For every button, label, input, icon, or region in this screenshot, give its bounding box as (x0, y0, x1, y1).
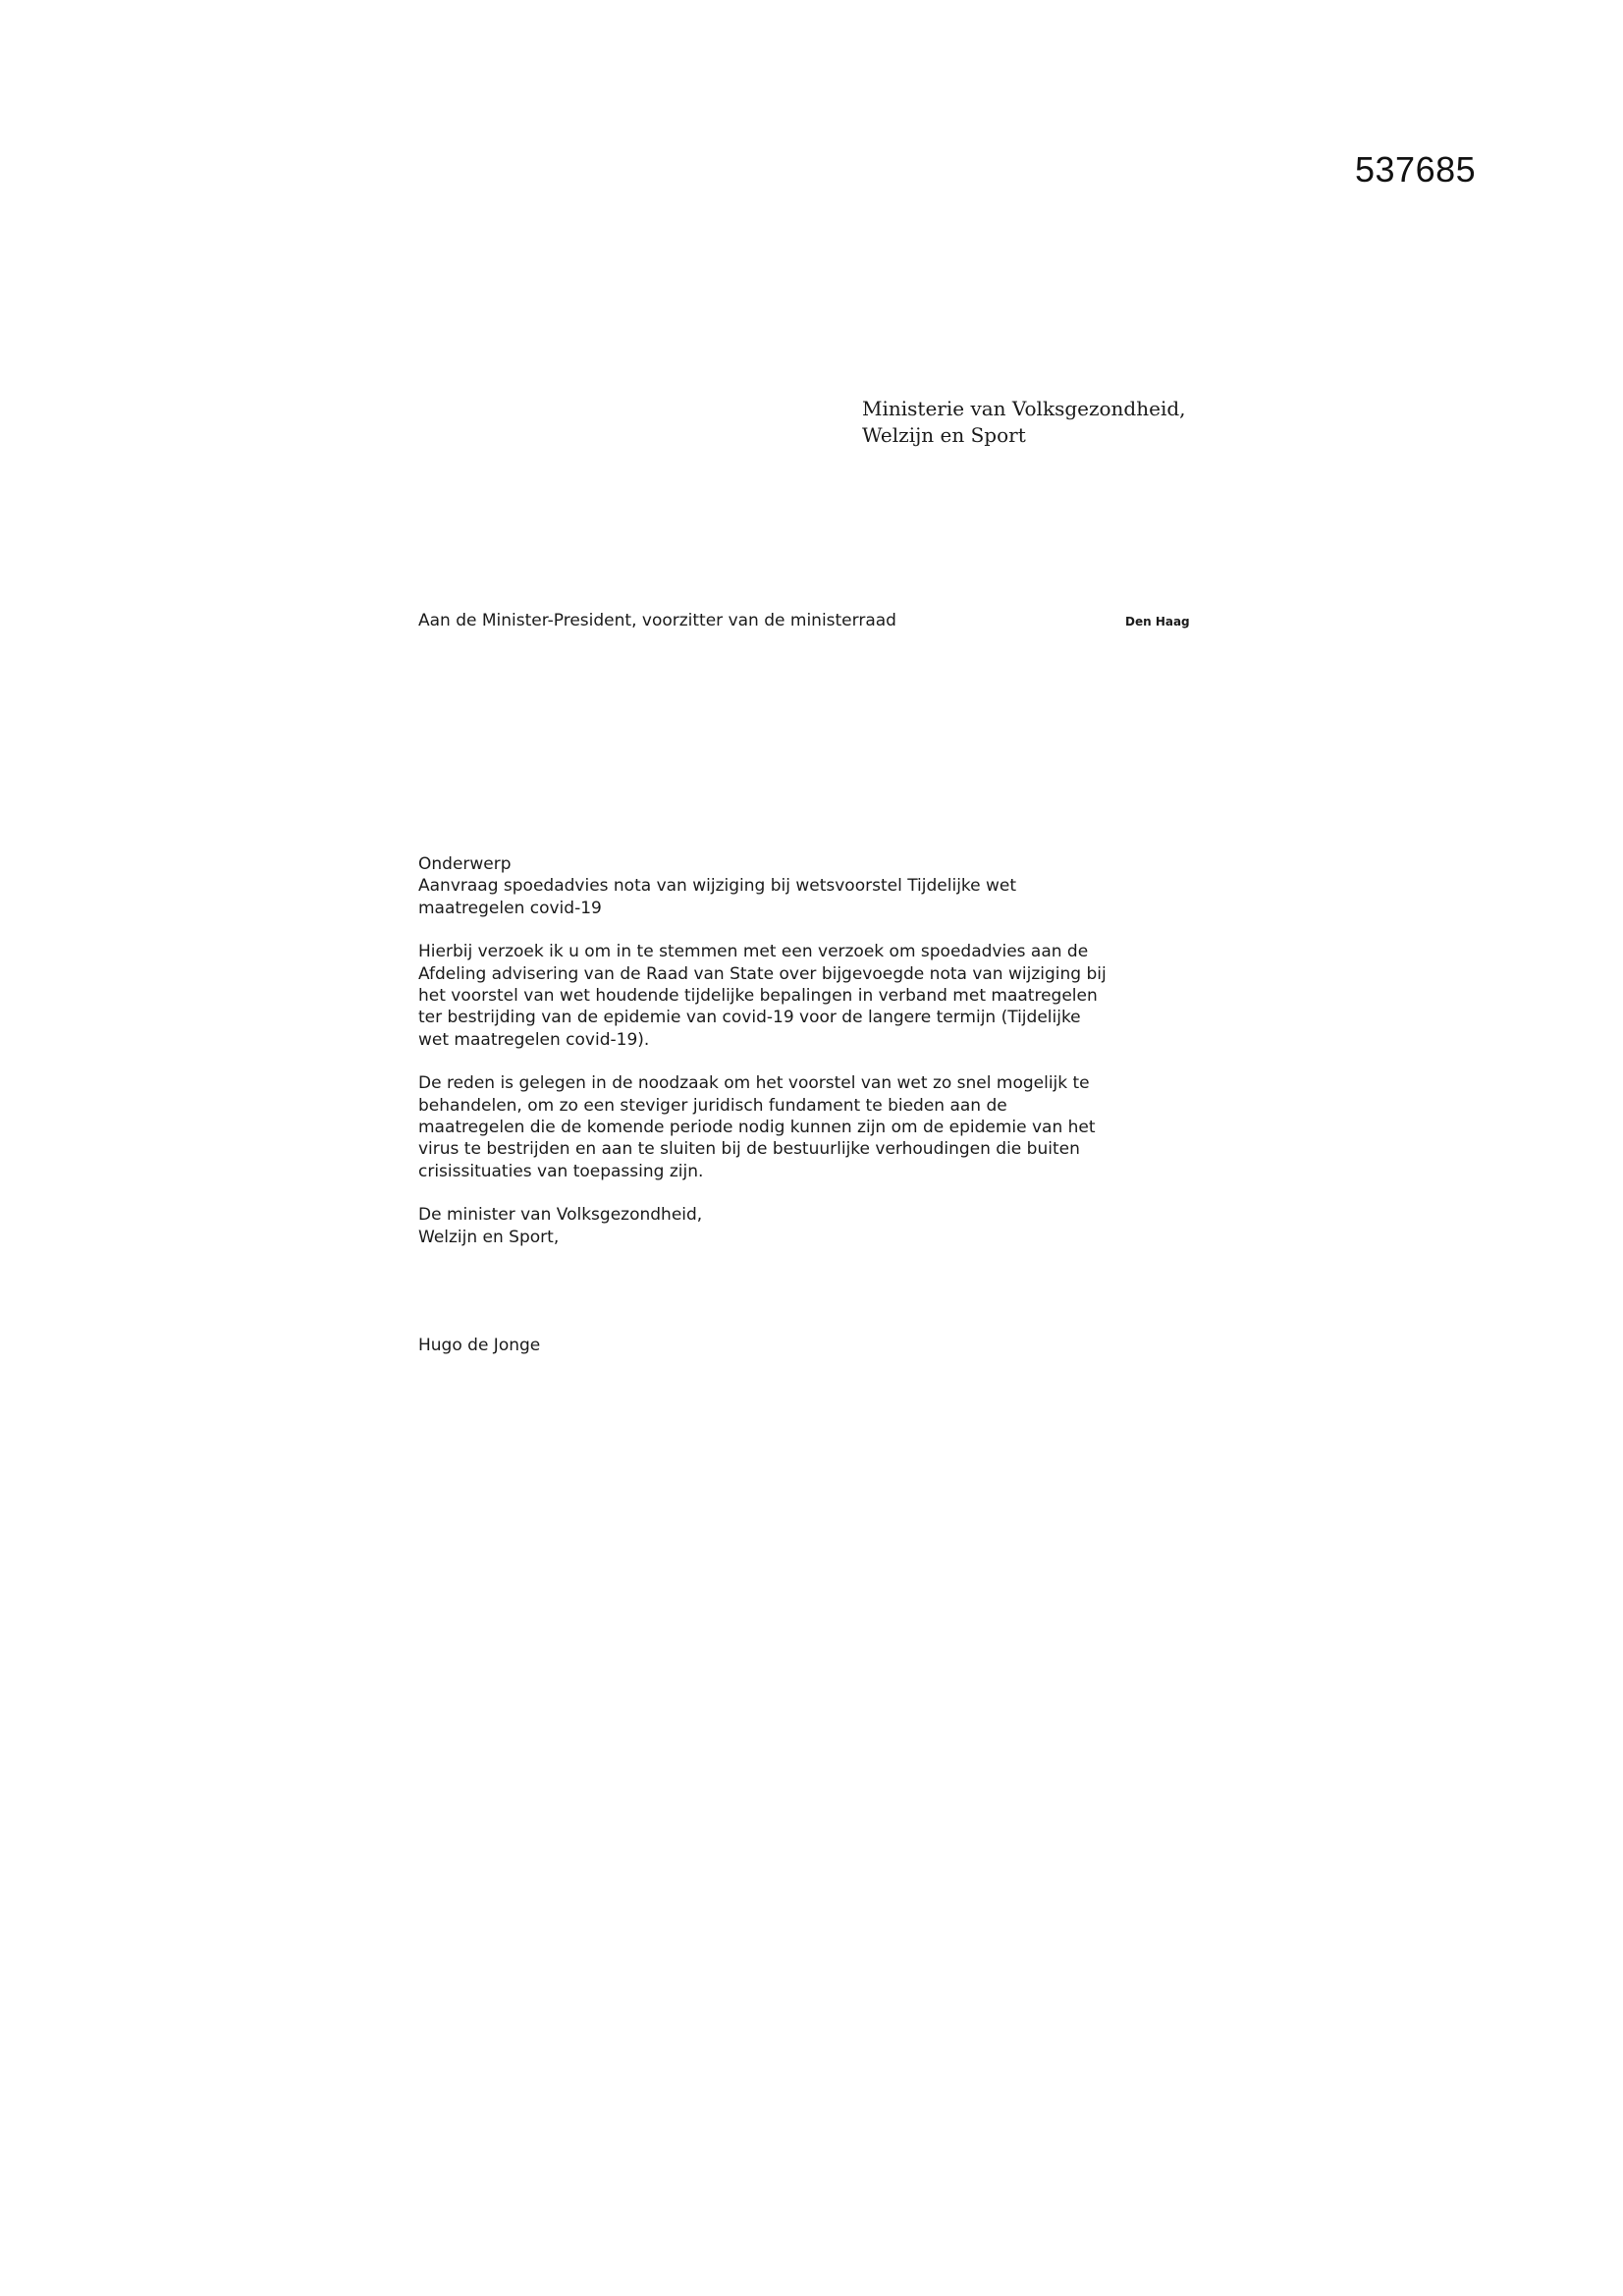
paragraph-reason (418, 1072, 1125, 1182)
letterhead-line-2: Welzijn en Sport (862, 423, 1026, 447)
letter-body (418, 853, 1125, 1270)
subject-block (418, 853, 1125, 919)
paragraph-line: De reden is gelegen in de noodzaak om het voorstel van wet zo snel mogelijk te (418, 1073, 1090, 1094)
closing-line: De minister van Volksgezondheid, (418, 1205, 703, 1226)
paragraph-line: behandelen, om zo een steviger juridisch fundament te bieden aan de (418, 1095, 1007, 1116)
paragraph-line: Afdeling advisering van de Raad van State over bijgevoegde nota van wijziging bij (418, 963, 1107, 984)
signer-name: Hugo de Jonge (418, 1336, 541, 1355)
ministry-letterhead (862, 396, 1186, 449)
paragraph-line: wet maatregelen covid-19). (418, 1029, 650, 1050)
paragraph-line: ter bestrijding van de epidemie van covid-19 voor de langere termijn (Tijdelijke (418, 1008, 1081, 1028)
addressee: Aan de Minister-President, voorzitter van de ministerraad (418, 611, 896, 630)
subject-line: Aanvraag spoedadvies nota van wijziging bij wetsvoorstel Tijdelijke wet (418, 876, 1017, 897)
closing-line: Welzijn en Sport, (418, 1227, 560, 1247)
paragraph-line: maatregelen die de komende periode nodig kunnen zijn om de epidemie van het (418, 1118, 1096, 1138)
paragraph-line: virus te bestrijden en aan te sluiten bij de bestuurlijke verhoudingen die buiten (418, 1139, 1080, 1160)
subject-line: maatregelen covid-19 (418, 898, 602, 918)
paragraph-request (418, 941, 1125, 1051)
subject-label: Onderwerp (418, 854, 512, 874)
paragraph-line: crisissituaties van toepassing zijn. (418, 1161, 704, 1181)
paragraph-line: het voorstel van wet houdende tijdelijke bepalingen in verband met maatregelen (418, 986, 1098, 1007)
place: Den Haag (1125, 615, 1190, 629)
document-number: 537685 (1355, 149, 1477, 190)
paragraph-line: Hierbij verzoek ik u om in te stemmen met een verzoek om spoedadvies aan de (418, 942, 1089, 962)
closing-block (418, 1204, 1125, 1248)
letterhead-line-1: Ministerie van Volksgezondheid, (862, 397, 1186, 420)
